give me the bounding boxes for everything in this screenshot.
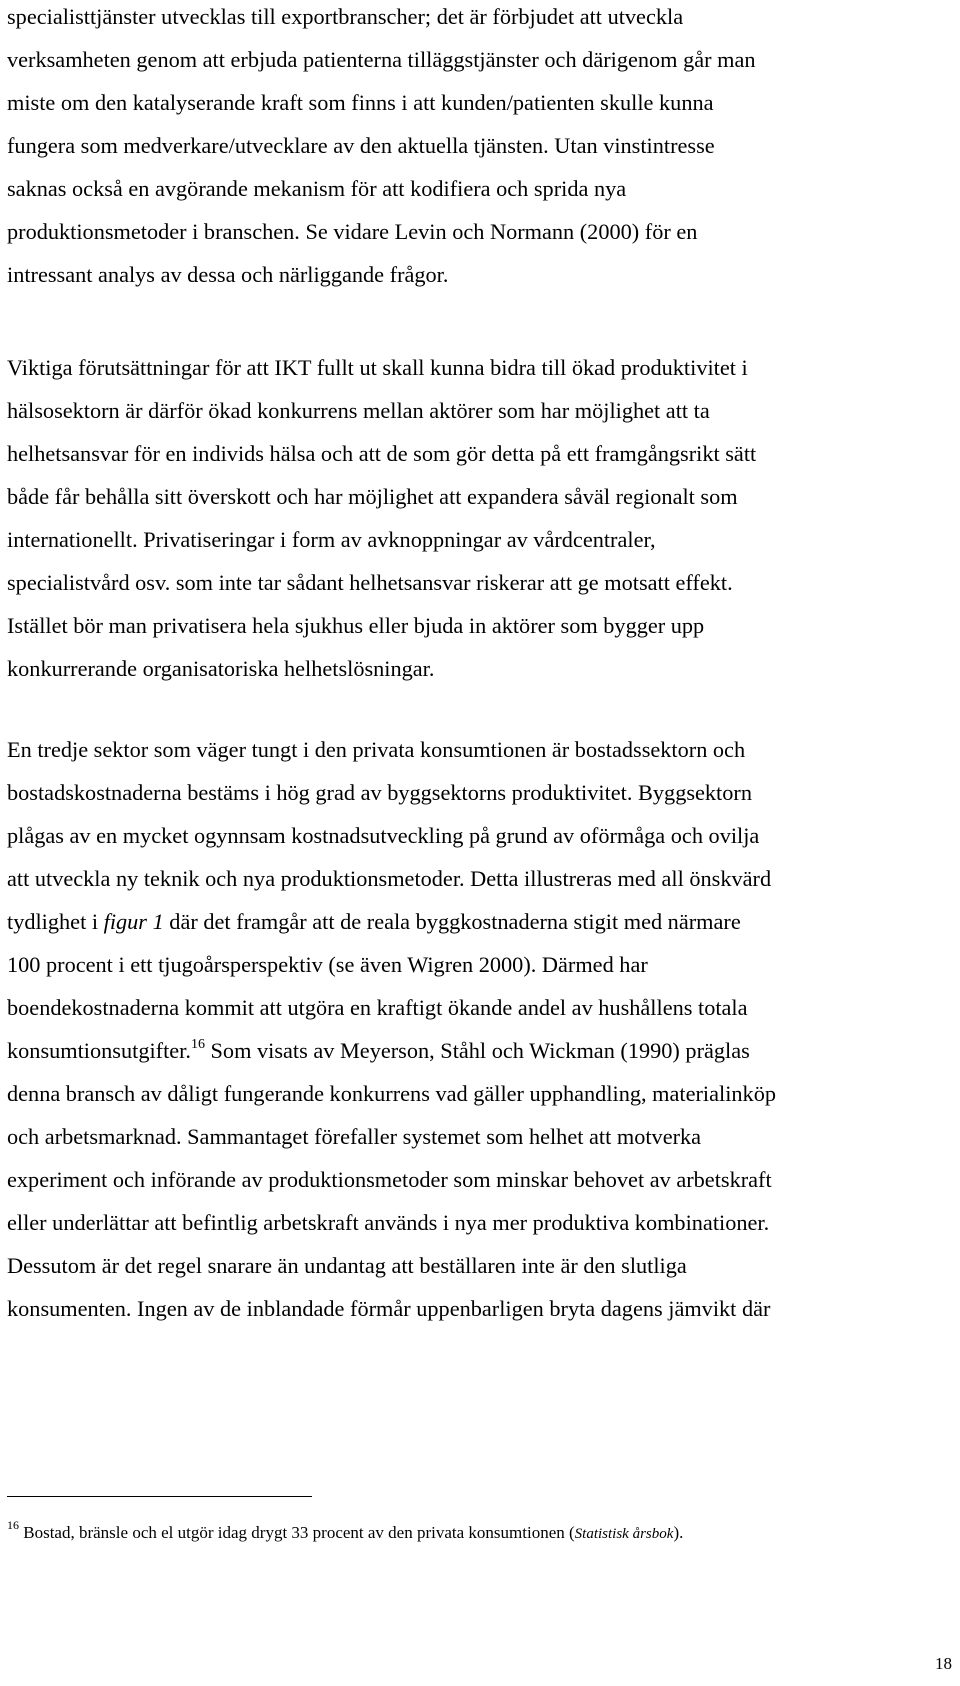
- body-line-a-11: både får behålla sitt överskott och har möjlighet att expandera såväl regionalt som: [7, 484, 738, 509]
- body-line-c-3: experiment och införande av produktionsmetoder som minskar behovet av arbetskraft: [7, 1167, 772, 1192]
- body-line-a-8: Viktiga förutsättningar för att IKT fullt ut skall kunna bidra till ökad produktivitet i: [7, 355, 748, 380]
- footnote-separator: [7, 1496, 312, 1497]
- body-line-b-2: boendekostnaderna kommit att utgöra en kraftigt ökande andel av hushållens totala: [7, 995, 748, 1020]
- body-line-a-19: att utveckla ny teknik och nya produktionsmetoder. Detta illustreras med all önskvärd: [7, 866, 772, 891]
- body-line-c-5: Dessutom är det regel snarare än undantag att beställaren inte är den slutliga: [7, 1253, 687, 1278]
- body-line-20: [7, 907, 741, 937]
- body-line-a-1: specialisttjänster utvecklas till exportbranscher; det är förbjudet att utveckla: [7, 4, 684, 29]
- figure-reference: figur 1: [103, 909, 164, 934]
- body-line-a-4: fungera som medverkare/utvecklare av den aktuella tjänsten. Utan vinstintresse: [7, 133, 715, 158]
- footnote: [7, 1518, 684, 1546]
- body-line-a-14: Istället bör man privatisera hela sjukhus eller bjuda in aktörer som bygger upp: [7, 613, 705, 638]
- body-line-a-2: verksamheten genom att erbjuda patienterna tilläggstjänster och därigenom går man: [7, 47, 756, 72]
- body-line-a-7: intressant analys av dessa och närliggande frågor.: [7, 262, 449, 287]
- body-line-a-13: specialistvård osv. som inte tar sådant helhetsansvar riskerar att ge motsatt effekt.: [7, 570, 733, 595]
- body-line-23-post: Som visats av Meyerson, Ståhl och Wickman (1990) präglas: [204, 1038, 750, 1063]
- body-line-a-16: En tredje sektor som väger tungt i den privata konsumtionen är bostadssektorn och: [7, 737, 746, 762]
- footnote-closing: ).: [673, 1523, 684, 1542]
- body-line-c-4: eller underlättar att befintlig arbetskraft används i nya mer produktiva kombinationer.: [7, 1210, 770, 1235]
- page-number: 18: [935, 1654, 952, 1673]
- body-line-a-9: hälsosektorn är därför ökad konkurrens mellan aktörer som har möjlighet att ta: [7, 398, 710, 423]
- body-line-a-3: miste om den katalyserande kraft som finns i att kunden/patienten skulle kunna: [7, 90, 714, 115]
- body-line-a-12: internationellt. Privatiseringar i form av avknoppningar av vårdcentraler,: [7, 527, 656, 552]
- body-line-a-5: saknas också en avgörande mekanism för att kodifiera och sprida nya: [7, 176, 627, 201]
- body-line-20-pre: tydlighet i: [7, 909, 104, 934]
- footnote-marker: 16: [7, 1518, 19, 1532]
- body-line-b-1: 100 procent i ett tjugoårsperspektiv (se även Wigren 2000). Därmed har: [7, 952, 648, 977]
- footnote-source: Statistisk årsbok: [574, 1526, 674, 1542]
- body-line-a-18: plågas av en mycket ogynnsam kostnadsutveckling på grund av oförmåga och ovilja: [7, 823, 760, 848]
- footnote-text: Bostad, bränsle och el utgör idag drygt 33 procent av den privata konsumtionen (: [19, 1523, 575, 1542]
- body-line-c-2: och arbetsmarknad. Sammantaget förefaller systemet som helhet att motverka: [7, 1124, 702, 1149]
- footnote-reference[interactable]: 16: [190, 1037, 205, 1052]
- body-line-c-1: denna bransch av dåligt fungerande konkurrens vad gäller upphandling, materialinköp: [7, 1081, 776, 1106]
- body-line-a-6: produktionsmetoder i branschen. Se vidare Levin och Normann (2000) för en: [7, 219, 698, 244]
- body-line-23: [7, 1036, 750, 1070]
- body-line-20-post: där det framgår att de reala byggkostnaderna stigit med närmare: [163, 909, 741, 934]
- body-line-c-6: konsumenten. Ingen av de inblandade förmår uppenbarligen bryta dagens jämvikt där: [7, 1296, 771, 1321]
- body-line-a-15: konkurrerande organisatoriska helhetslösningar.: [7, 656, 435, 681]
- body-line-a-17: bostadskostnaderna bestäms i hög grad av byggsektorns produktivitet. Byggsektorn: [7, 780, 752, 805]
- body-line-23-pre: konsumtionsutgifter.: [7, 1038, 191, 1063]
- body-line-a-10: helhetsansvar för en individs hälsa och att de som gör detta på ett framgångsrikt sätt: [7, 441, 757, 466]
